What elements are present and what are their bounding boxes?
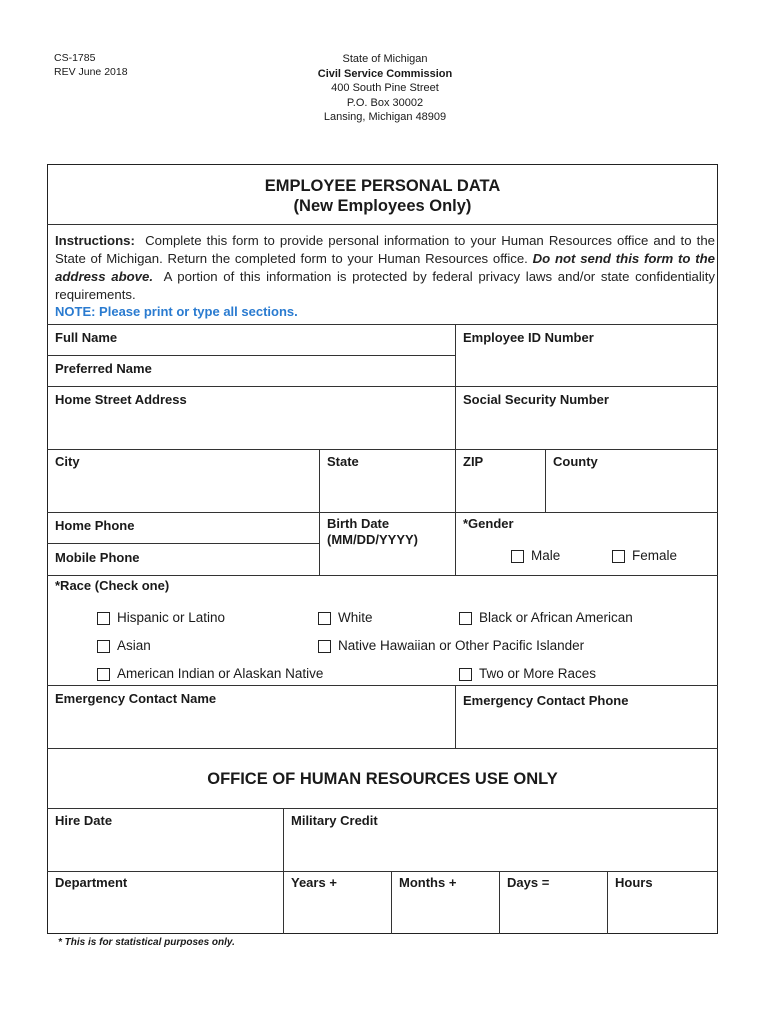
race-label: *Race (Check one) [55, 578, 170, 593]
form-revision: REV June 2018 [54, 66, 128, 78]
race-option-hispanic[interactable] [97, 610, 225, 626]
race-option-white[interactable] [318, 610, 373, 626]
gender-label: *Gender [463, 516, 514, 531]
form-id-block [54, 51, 128, 79]
agency-address-block [250, 52, 520, 125]
home-phone-field[interactable]: Home Phone [55, 518, 135, 533]
race-option-two-or-more[interactable] [459, 666, 596, 682]
instructions-emphasis: Do not send this form to the address above. [55, 251, 715, 284]
employee-data-form [47, 164, 718, 934]
street-address: 400 South Pine Street [331, 82, 439, 94]
hours-field[interactable]: Hours [615, 875, 653, 890]
male-label: Male [531, 548, 561, 563]
form-id: CS-1785 [54, 52, 96, 64]
form-title: EMPLOYEE PERSONAL DATA [264, 177, 501, 195]
months-field[interactable]: Months + [399, 875, 457, 890]
instructions-text-2: A portion of this information is protected by federal privacy laws and/or state confidentiality requirements. [55, 269, 715, 302]
military-credit-field[interactable]: Military Credit [291, 813, 378, 828]
home-street-address-field[interactable]: Home Street Address [55, 392, 187, 407]
native-hawaiian-label: Native Hawaiian or Other Pacific Islander [338, 638, 585, 653]
birth-date-format: (MM/DD/YYYY) [327, 532, 418, 547]
department-field[interactable]: Department [55, 875, 128, 890]
employee-id-field[interactable]: Employee ID Number [463, 330, 594, 345]
native-hawaiian-checkbox[interactable] [318, 640, 331, 653]
hr-section-title: OFFICE OF HUMAN RESOURCES USE ONLY [207, 770, 558, 788]
black-checkbox[interactable] [459, 612, 472, 625]
city-state-zip: Lansing, Michigan 48909 [323, 111, 447, 123]
gender-option-female[interactable] [612, 548, 677, 564]
hire-date-field[interactable]: Hire Date [55, 813, 113, 828]
agency-name: Civil Service Commission [317, 67, 453, 80]
hispanic-label: Hispanic or Latino [117, 610, 226, 625]
black-label: Black or African American [479, 610, 633, 625]
preferred-name-field[interactable]: Preferred Name [55, 361, 152, 376]
emergency-contact-name-field[interactable]: Emergency Contact Name [55, 691, 217, 706]
race-option-black[interactable] [459, 610, 633, 626]
race-option-native-hawaiian[interactable] [318, 638, 584, 654]
zip-field[interactable]: ZIP [463, 454, 484, 469]
city-field[interactable]: City [55, 454, 80, 469]
female-checkbox[interactable] [612, 550, 625, 563]
state-name: State of Michigan [342, 53, 428, 65]
american-indian-label: American Indian or Alaskan Native [117, 666, 324, 681]
instructions-text-1: Complete this form to provide personal information to your Human Resources office and to the State of Michigan. Return the completed form to your Human Resources office. [55, 233, 716, 266]
days-field[interactable]: Days = [507, 875, 550, 890]
race-option-american-indian[interactable] [97, 666, 323, 682]
years-field[interactable]: Years + [291, 875, 337, 890]
birth-date-field[interactable]: Birth Date [327, 516, 390, 531]
two-or-more-label: Two or More Races [479, 666, 597, 681]
asian-label: Asian [117, 638, 151, 653]
asian-checkbox[interactable] [97, 640, 110, 653]
instructions-lead: Instructions: [55, 233, 135, 248]
ssn-field[interactable]: Social Security Number [463, 392, 609, 407]
gender-option-male[interactable] [511, 548, 560, 564]
male-checkbox[interactable] [511, 550, 524, 563]
hispanic-checkbox[interactable] [97, 612, 110, 625]
instructions-note: NOTE: Please print or type all sections. [55, 304, 298, 319]
county-field[interactable]: County [553, 454, 598, 469]
instructions [55, 232, 715, 304]
two-or-more-checkbox[interactable] [459, 668, 472, 681]
white-checkbox[interactable] [318, 612, 331, 625]
form-subtitle: (New Employees Only) [293, 197, 472, 215]
american-indian-checkbox[interactable] [97, 668, 110, 681]
po-box: P.O. Box 30002 [346, 96, 424, 109]
white-label: White [338, 610, 373, 625]
state-field[interactable]: State [327, 454, 359, 469]
emergency-contact-phone-field[interactable]: Emergency Contact Phone [463, 693, 629, 708]
mobile-phone-field[interactable]: Mobile Phone [55, 550, 140, 565]
female-label: Female [632, 548, 678, 563]
footnote: * This is for statistical purposes only. [58, 937, 235, 948]
race-option-asian[interactable] [97, 638, 151, 654]
full-name-field[interactable]: Full Name [55, 330, 118, 345]
